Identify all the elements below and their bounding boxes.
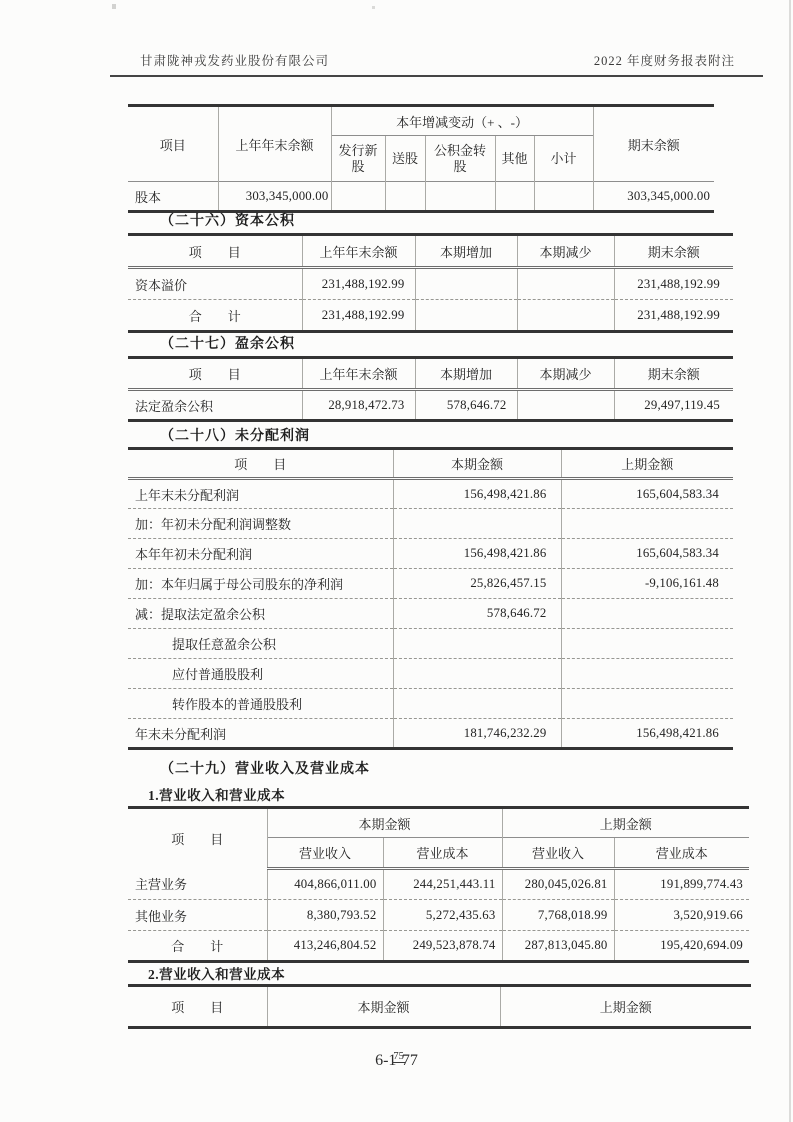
- cell-value: [393, 689, 561, 719]
- table-row: [128, 390, 733, 421]
- share-capital-table: [128, 104, 714, 213]
- cell-item: 提取任意盈余公积: [128, 629, 393, 659]
- cell-item: 加：年初未分配利润调整数: [128, 509, 393, 539]
- col-header-decrease: 本期减少: [517, 358, 614, 390]
- col-header-period-end: 期末余额: [614, 235, 733, 268]
- cell-value: [415, 268, 517, 300]
- table-header-row: [128, 106, 714, 136]
- cell-value: 578,646.72: [415, 390, 517, 421]
- cell-value: 165,604,583.34: [561, 539, 733, 569]
- col-header-prior-amount: 上期金额: [500, 986, 751, 1028]
- cell-value: 287,813,045.80: [502, 931, 614, 962]
- table-row: [128, 719, 733, 749]
- scan-speck: [112, 4, 116, 9]
- cell-value: [393, 509, 561, 539]
- header-divider: [110, 75, 763, 77]
- cell-value: 231,488,192.99: [302, 268, 415, 300]
- undistributed-profit-table: [128, 447, 733, 750]
- table-row: [128, 479, 733, 509]
- cell-value: 156,498,421.86: [393, 479, 561, 509]
- page-number-prefix: 6-1: [375, 1052, 397, 1069]
- cell-value: 7,768,018.99: [502, 900, 614, 931]
- scan-speck: [372, 6, 375, 9]
- table-row: [128, 182, 714, 212]
- cell-value: 244,251,443.11: [383, 869, 502, 900]
- table-header-row: [128, 449, 733, 479]
- cell-value: 29,497,119.45: [614, 390, 733, 421]
- cell-value: 231,488,192.99: [614, 300, 733, 332]
- col-header-item: 项 目: [128, 235, 302, 268]
- col-header-current-amount: 本期金额: [267, 986, 500, 1028]
- cell-value: [517, 300, 614, 332]
- col-header-prior-amount: 上期金额: [561, 449, 733, 479]
- revenue-cost-table-2: [128, 984, 751, 1029]
- cell-value: 156,498,421.86: [561, 719, 733, 749]
- cell-item: 加：本年归属于母公司股东的净利润: [128, 569, 393, 599]
- cell-item: 应付普通股股利: [128, 659, 393, 689]
- doc-title: 2022 年度财务报表附注: [593, 54, 735, 68]
- cell-value: 303,345,000.00: [218, 182, 331, 212]
- col-header-prior-group: 上期金额: [502, 808, 749, 838]
- cell-value: [385, 182, 425, 212]
- col-header-bonus-shares: 送股: [385, 136, 425, 182]
- cell-item: 合 计: [128, 300, 302, 332]
- col-header-period-end: 期末余额: [593, 106, 714, 182]
- col-header-cost: 营业成本: [383, 838, 502, 869]
- table-header-row: [128, 986, 751, 1028]
- table-row: [128, 268, 733, 300]
- col-header-prev-year-end: 上年年末余额: [302, 235, 415, 268]
- table-row: [128, 599, 733, 629]
- cell-value: 5,272,435.63: [383, 900, 502, 931]
- col-header-cost: 营业成本: [614, 838, 749, 869]
- capital-reserve-table: [128, 233, 733, 333]
- cell-item: 减：提取法定盈余公积: [128, 599, 393, 629]
- page-number-superscript: 75: [393, 1051, 404, 1062]
- table-row: [128, 689, 733, 719]
- page-number-suffix: 77: [401, 1052, 418, 1069]
- col-header-prev-year-end: 上年年末余额: [218, 106, 331, 182]
- cell-value: [561, 599, 733, 629]
- col-header-decrease: 本期减少: [517, 235, 614, 268]
- cell-value: 231,488,192.99: [614, 268, 733, 300]
- col-header-other: 其他: [495, 136, 534, 182]
- cell-value: 404,866,011.00: [267, 869, 383, 900]
- cell-value: [534, 182, 593, 212]
- table-row: [128, 659, 733, 689]
- cell-value: 303,345,000.00: [593, 182, 714, 212]
- cell-value: [517, 268, 614, 300]
- cell-item: 其他业务: [128, 900, 267, 931]
- cell-value: 165,604,583.34: [561, 479, 733, 509]
- cell-value: 156,498,421.86: [393, 539, 561, 569]
- col-header-current-group: 本期金额: [267, 808, 502, 838]
- cell-value: 249,523,878.74: [383, 931, 502, 962]
- cell-item: 法定盈余公积: [135, 398, 214, 414]
- col-header-item: 项 目: [128, 358, 302, 390]
- cell-value: [561, 629, 733, 659]
- table-header-row: [128, 808, 749, 838]
- table-row: [128, 629, 733, 659]
- cell-value: 181,746,232.29: [393, 719, 561, 749]
- cell-value: [561, 689, 733, 719]
- col-header-change-group: 本年增减变动（+ 、-）: [331, 106, 593, 136]
- col-header-increase: 本期增加: [415, 235, 517, 268]
- table-row: [128, 539, 733, 569]
- cell-value: 3,520,919.66: [614, 900, 749, 931]
- cell-value: 195,420,694.09: [614, 931, 749, 962]
- col-header-new-issue: 发行新股: [331, 136, 385, 182]
- cell-value: [561, 509, 733, 539]
- cell-value: 28,918,472.73: [302, 390, 415, 421]
- cell-value: 8,380,793.52: [267, 900, 383, 931]
- col-header-item: 项目: [159, 137, 186, 153]
- cell-value: [393, 629, 561, 659]
- cell-item: 转作股本的普通股股利: [128, 689, 393, 719]
- table-header-row: [128, 358, 733, 390]
- cell-value: [561, 659, 733, 689]
- col-header-prev-year-end: 上年年末余额: [302, 358, 415, 390]
- table-row: [128, 300, 733, 332]
- section-title-26: （二十六）资本公积: [160, 214, 295, 229]
- revenue-cost-table: [128, 806, 749, 963]
- col-header-revenue: 营业收入: [502, 838, 614, 869]
- col-header-revenue: 营业收入: [267, 838, 383, 869]
- cell-value: 578,646.72: [393, 599, 561, 629]
- cell-value: [495, 182, 534, 212]
- table-row: [128, 900, 749, 931]
- cell-value: [415, 300, 517, 332]
- cell-value: 231,488,192.99: [302, 300, 415, 332]
- cell-value: [393, 659, 561, 689]
- table-row: [128, 509, 733, 539]
- col-header-period-end: 期末余额: [614, 358, 733, 390]
- cell-value: [425, 182, 495, 212]
- cell-item: 资本溢价: [135, 277, 188, 293]
- surplus-reserve-table: [128, 356, 733, 422]
- cell-value: 280,045,026.81: [502, 869, 614, 900]
- cell-item: 股本: [128, 182, 218, 212]
- table-row: [128, 869, 749, 900]
- cell-value: 413,246,804.52: [267, 931, 383, 962]
- section-title-28: （二十八）未分配利润: [160, 429, 310, 444]
- col-header-reserve-to-shares: 公积金转股: [425, 136, 495, 182]
- subsection-title-2: 2.营业收入和营业成本: [148, 967, 286, 982]
- cell-value: -9,106,161.48: [561, 569, 733, 599]
- table-row: [128, 931, 749, 962]
- cell-item: 年末未分配利润: [128, 719, 393, 749]
- col-header-subtotal: 小计: [534, 136, 593, 182]
- cell-value: [331, 182, 385, 212]
- col-header-item: 项 目: [171, 832, 224, 848]
- cell-item: 本年年初未分配利润: [128, 539, 393, 569]
- cell-item: 合 计: [128, 931, 267, 962]
- cell-item: 主营业务: [135, 877, 188, 893]
- col-header-item: 项 目: [128, 449, 393, 479]
- scan-edge-artifact: [789, 0, 791, 1122]
- company-name: 甘肃陇神戎发药业股份有限公司: [140, 54, 330, 68]
- subsection-title-1: 1.营业收入和营业成本: [148, 788, 286, 803]
- col-header-current-amount: 本期金额: [393, 449, 561, 479]
- table-row: [128, 569, 733, 599]
- cell-item: 上年末未分配利润: [135, 487, 240, 503]
- cell-value: [517, 390, 614, 421]
- col-header-increase: 本期增加: [415, 358, 517, 390]
- page-number: [0, 1052, 793, 1070]
- table-header-row: [128, 235, 733, 268]
- section-title-29: （二十九）营业收入及营业成本: [160, 762, 370, 777]
- col-header-item: 项 目: [171, 1000, 224, 1015]
- section-title-27: （二十七）盈余公积: [160, 337, 295, 352]
- cell-value: 191,899,774.43: [614, 869, 749, 900]
- cell-value: 25,826,457.15: [393, 569, 561, 599]
